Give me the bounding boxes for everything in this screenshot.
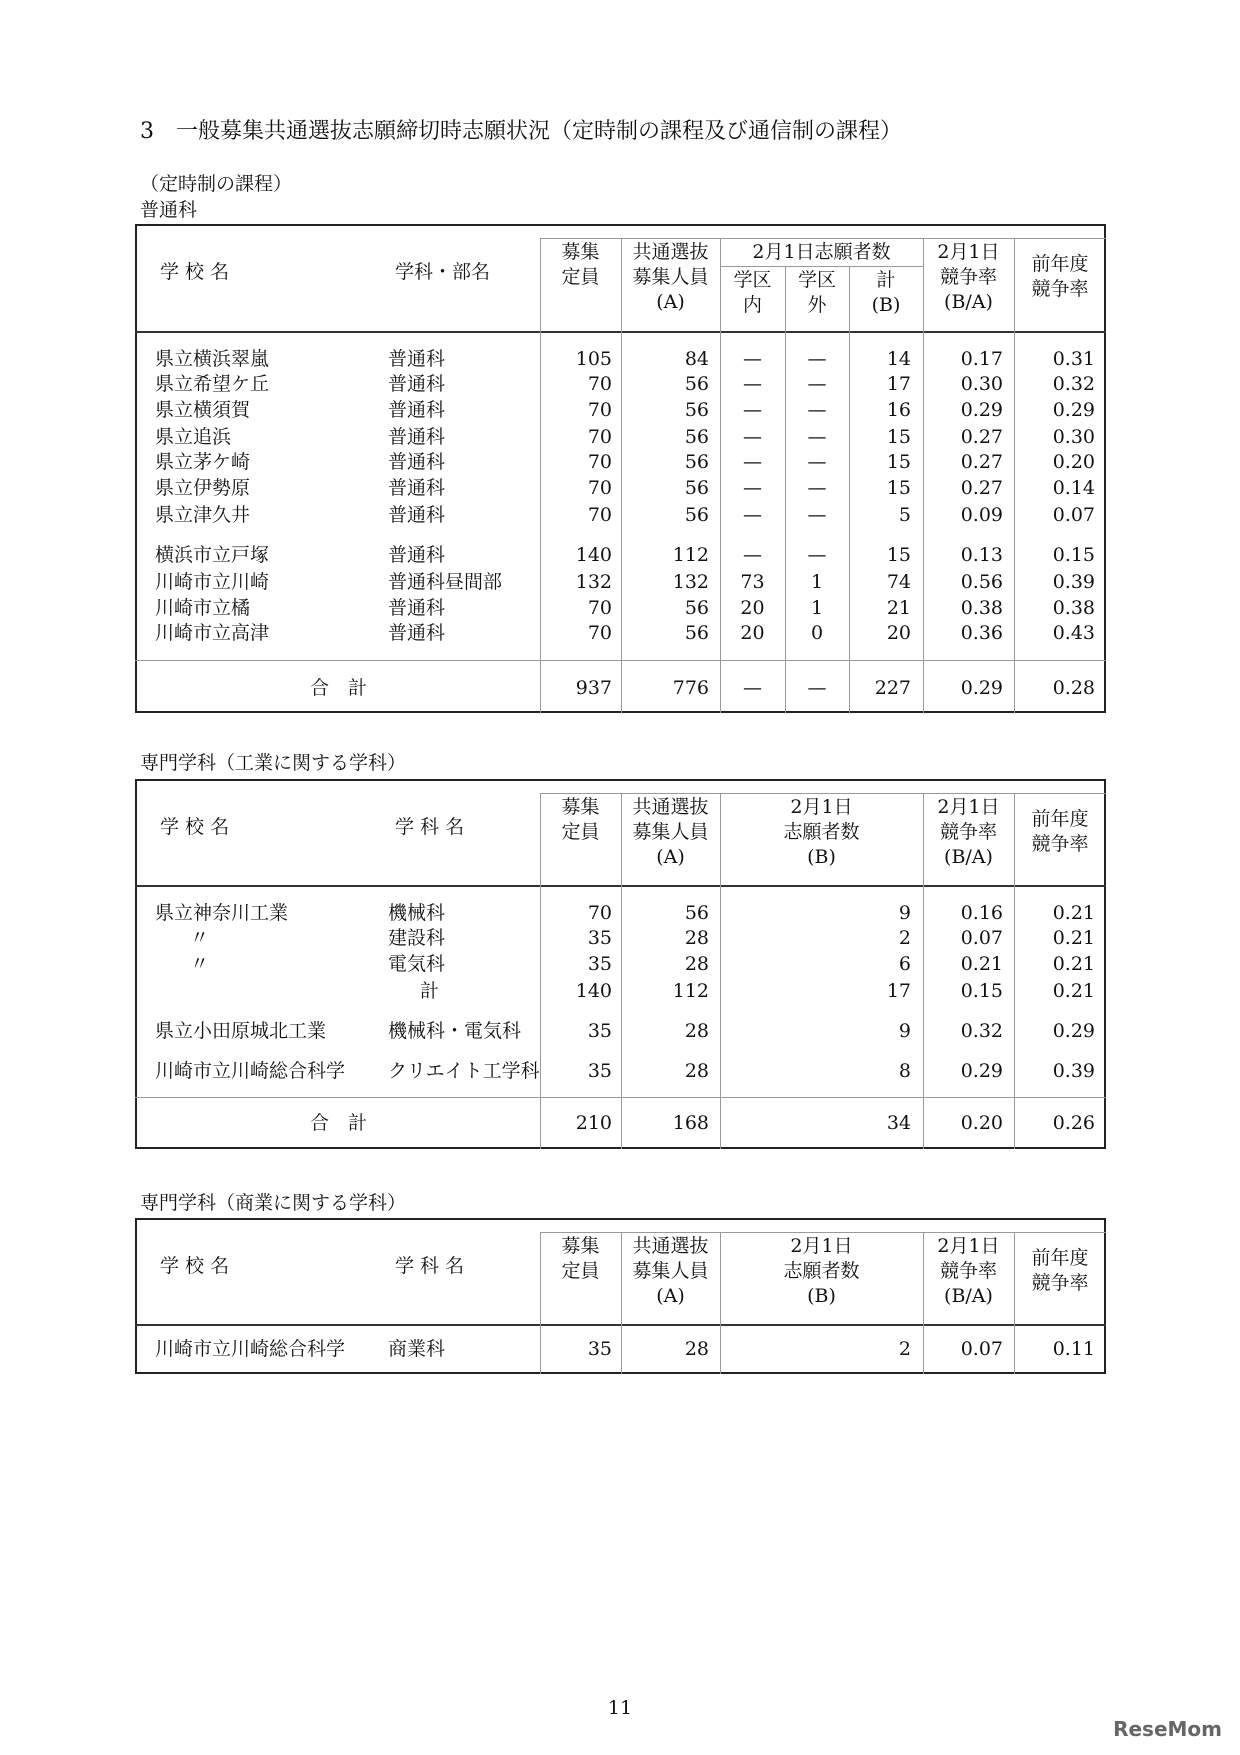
header-top-line	[540, 793, 1106, 794]
table-row-rate: 0.13	[960, 544, 1003, 566]
table-row-dept: 建設科	[388, 927, 446, 949]
table-row-school: 県立横浜翠嵐	[155, 348, 270, 370]
table-row-out: —	[807, 451, 827, 473]
header-common: 共通選抜 募集人員 (A)	[632, 241, 709, 313]
table-row-rate: 0.56	[960, 571, 1003, 593]
table-row-school: 横浜市立戸塚	[155, 544, 270, 566]
table-row-in: —	[743, 426, 762, 448]
table-row-common: 56	[684, 373, 709, 395]
header-top-line	[540, 238, 1106, 239]
table-row-total-b: 16	[886, 399, 911, 421]
header-rate: 2月1日 競争率 (B/A)	[937, 796, 1000, 868]
table-row-rate: 0.38	[960, 597, 1003, 619]
header-rate: 2月1日 競争率 (B/A)	[937, 241, 1000, 313]
section-label: 専門学科（工業に関する学科）	[140, 752, 407, 774]
table-row-applicants-b: 9	[898, 1020, 911, 1042]
header-prev: 前年度 競争率	[1031, 253, 1089, 300]
total-row-capacity: 937	[575, 677, 612, 699]
table-row-dept: 機械科	[388, 902, 446, 924]
table-row-capacity: 35	[587, 927, 612, 949]
table-row-common: 112	[672, 544, 709, 566]
table-row-total-b: 15	[886, 544, 911, 566]
header-prev: 前年度 競争率	[1031, 1247, 1089, 1294]
table-row-common: 56	[684, 597, 709, 619]
table-row-capacity: 70	[587, 477, 612, 499]
table-row-out: 1	[810, 597, 824, 619]
table-row-prev: 0.31	[1052, 348, 1095, 370]
table-row-in: 73	[740, 571, 765, 593]
table-row-dept: 機械科・電気科	[388, 1020, 522, 1042]
table-row-rate: 0.16	[960, 902, 1003, 924]
table-row-prev: 0.30	[1052, 426, 1095, 448]
table-row-total-b: 14	[886, 348, 911, 370]
table-row-rate: 0.36	[960, 622, 1003, 644]
table-row-dept: 普通科	[388, 544, 446, 566]
table-row-applicants-b: 9	[898, 902, 911, 924]
table-row-applicants-b: 2	[898, 927, 911, 949]
table-row-dept: 商業科	[388, 1338, 446, 1360]
table-row-school: 県立小田原城北工業	[155, 1020, 327, 1042]
table-row-common: 56	[684, 477, 709, 499]
column-divider	[540, 238, 541, 713]
table-row-capacity: 70	[587, 399, 612, 421]
table-row-capacity: 140	[575, 544, 612, 566]
table-row-prev: 0.39	[1052, 1060, 1095, 1082]
header-dept: 学 科 名	[395, 816, 465, 838]
table-row-school: 〃	[190, 927, 210, 949]
table-row-dept: 普通科	[388, 348, 446, 370]
header-school: 学 校 名	[160, 816, 230, 838]
table-row-rate: 0.21	[960, 953, 1003, 975]
table-row-prev: 0.21	[1052, 980, 1095, 1002]
table-row-in: —	[743, 544, 762, 566]
table-row-out: —	[807, 477, 827, 499]
course-label: （定時制の課程）	[140, 173, 293, 195]
table-row-school: 川崎市立川崎総合科学	[155, 1338, 346, 1360]
table-row-total-b: 15	[886, 426, 911, 448]
table-row-capacity: 70	[587, 373, 612, 395]
header-out: 学区 外	[797, 269, 836, 316]
table-row-capacity: 70	[587, 597, 612, 619]
table-row-prev: 0.38	[1052, 597, 1095, 619]
header-dept: 学科・部名	[395, 261, 491, 283]
table-row-prev: 0.20	[1052, 451, 1095, 473]
header-top-line	[540, 1232, 1106, 1233]
column-divider	[540, 793, 541, 1149]
header-capacity: 募集 定員	[561, 241, 600, 288]
section-label: 専門学科（商業に関する学科）	[140, 1192, 407, 1214]
table-row-dept: 普通科	[388, 622, 446, 644]
total-row-common: 776	[672, 677, 709, 699]
table-row-out: —	[807, 348, 827, 370]
table-row-dept: 普通科	[388, 399, 446, 421]
header-total: 計 (B)	[871, 269, 901, 316]
table-row-prev: 0.29	[1052, 1020, 1095, 1042]
table-row-out: 0	[810, 622, 824, 644]
table-row-common: 28	[684, 1338, 709, 1360]
page-title: 3 一般募集共通選抜志願締切時志願状況（定時制の課程及び通信制の課程）	[140, 119, 902, 144]
table-row-total-b: 5	[898, 504, 911, 526]
table-row-capacity: 35	[587, 953, 612, 975]
table-row-rate: 0.09	[960, 504, 1003, 526]
total-row-prev: 0.28	[1052, 677, 1095, 699]
header-applicants: 2月1日志願者数	[752, 241, 891, 263]
table-row-common: 84	[684, 348, 709, 370]
table-row-rate: 0.29	[960, 399, 1003, 421]
resemom-logo: ReseMom	[1113, 1717, 1222, 1741]
table-row-applicants-b: 17	[886, 980, 911, 1002]
table-row-total-b: 15	[886, 451, 911, 473]
table-row-applicants-b: 6	[898, 953, 911, 975]
table-row-in: —	[743, 451, 762, 473]
table-row-school: 県立横須賀	[155, 399, 251, 421]
table-row-dept: 計	[420, 980, 440, 1002]
table-row-total-b: 17	[886, 373, 911, 395]
column-divider	[1014, 238, 1015, 713]
header-rate: 2月1日 競争率 (B/A)	[937, 1235, 1000, 1307]
total-row-school: 合 計	[310, 677, 368, 699]
table-row-common: 56	[684, 451, 709, 473]
table-row-in: —	[743, 373, 762, 395]
table-row-common: 28	[684, 1060, 709, 1082]
table-row-common: 132	[672, 571, 709, 593]
total-row-out: —	[807, 677, 827, 699]
table-row-school: 県立追浜	[155, 426, 232, 448]
table-row-common: 56	[684, 426, 709, 448]
table-row-school: 川崎市立川崎	[155, 571, 270, 593]
header-prev: 前年度 競争率	[1031, 808, 1089, 855]
table-row-dept: クリエイト工学科	[388, 1060, 540, 1082]
table-row-dept: 普通科昼間部	[388, 571, 503, 593]
table-row-out: —	[807, 373, 827, 395]
table-row-rate: 0.17	[960, 348, 1003, 370]
table-row-in: 20	[740, 622, 765, 644]
table-row-total-b: 20	[886, 622, 911, 644]
table-row-capacity: 70	[587, 622, 612, 644]
table-row-total-b: 15	[886, 477, 911, 499]
total-row-common: 168	[672, 1112, 709, 1134]
subheader-line	[720, 266, 923, 267]
table-row-total-b: 74	[886, 571, 911, 593]
table-row-rate: 0.15	[960, 980, 1003, 1002]
table-row-out: —	[807, 544, 827, 566]
table-row-capacity: 70	[587, 902, 612, 924]
table-row-school: 県立茅ケ崎	[155, 451, 251, 473]
page-number: 11	[607, 1697, 633, 1719]
table-row-capacity: 132	[575, 571, 612, 593]
table-row-rate: 0.27	[960, 477, 1003, 499]
header-school: 学 校 名	[160, 1255, 230, 1277]
total-row-rate: 0.29	[960, 677, 1003, 699]
total-row-applicants-b: 34	[886, 1112, 911, 1134]
table-row-total-b: 21	[886, 597, 911, 619]
table-row-prev: 0.39	[1052, 571, 1095, 593]
table-row-common: 112	[672, 980, 709, 1002]
table-row-prev: 0.14	[1052, 477, 1095, 499]
table-row-prev: 0.11	[1052, 1338, 1095, 1360]
table-row-rate: 0.29	[960, 1060, 1003, 1082]
header-applicants: 2月1日 志願者数 (B)	[783, 1235, 860, 1307]
table-row-dept: 普通科	[388, 477, 446, 499]
table-row-applicants-b: 8	[898, 1060, 911, 1082]
table-row-school: 川崎市立川崎総合科学	[155, 1060, 346, 1082]
table-row-in: —	[743, 477, 762, 499]
table-row-prev: 0.32	[1052, 373, 1095, 395]
table-row-out: 1	[810, 571, 824, 593]
header-common: 共通選抜 募集人員 (A)	[632, 1235, 709, 1307]
table-row-in: —	[743, 504, 762, 526]
table-row-prev: 0.29	[1052, 399, 1095, 421]
header-school: 学 校 名	[160, 261, 230, 283]
total-row-capacity: 210	[575, 1112, 612, 1134]
table-row-capacity: 35	[587, 1060, 612, 1082]
table-row-common: 28	[684, 1020, 709, 1042]
table-row-rate: 0.27	[960, 451, 1003, 473]
table-row-prev: 0.15	[1052, 544, 1095, 566]
table-row-in: —	[743, 348, 762, 370]
table-row-school: 県立伊勢原	[155, 477, 251, 499]
table-row-in: —	[743, 399, 762, 421]
table-row-prev: 0.21	[1052, 902, 1095, 924]
table-row-prev: 0.07	[1052, 504, 1095, 526]
table-row-rate: 0.07	[960, 1338, 1003, 1360]
table-row-prev: 0.21	[1052, 927, 1095, 949]
table-row-dept: 普通科	[388, 597, 446, 619]
header-dept: 学 科 名	[395, 1255, 465, 1277]
table-row-school: 〃	[190, 953, 210, 975]
table-row-rate: 0.30	[960, 373, 1003, 395]
table-row-rate: 0.07	[960, 927, 1003, 949]
table-row-common: 56	[684, 504, 709, 526]
table-row-dept: 電気科	[388, 953, 446, 975]
table-row-out: —	[807, 399, 827, 421]
table-row-prev: 0.43	[1052, 622, 1095, 644]
table-row-capacity: 105	[575, 348, 612, 370]
table-row-common: 28	[684, 953, 709, 975]
total-row-prev: 0.26	[1052, 1112, 1095, 1134]
section-label: 普通科	[140, 199, 198, 221]
header-common: 共通選抜 募集人員 (A)	[632, 796, 709, 868]
table-row-capacity: 35	[587, 1020, 612, 1042]
table-row-out: —	[807, 426, 827, 448]
table-row-school: 県立津久井	[155, 504, 251, 526]
total-row-in: —	[743, 677, 762, 699]
table-row-capacity: 70	[587, 426, 612, 448]
table-row-capacity: 35	[587, 1338, 612, 1360]
total-row-school: 合 計	[310, 1112, 368, 1134]
table-row-capacity: 70	[587, 504, 612, 526]
table-row-dept: 普通科	[388, 451, 446, 473]
total-row-rate: 0.20	[960, 1112, 1003, 1134]
table-row-common: 56	[684, 399, 709, 421]
table-row-out: —	[807, 504, 827, 526]
header-in: 学区 内	[733, 269, 772, 316]
table-row-dept: 普通科	[388, 426, 446, 448]
header-applicants: 2月1日 志願者数 (B)	[783, 796, 860, 868]
table-row-school: 県立神奈川工業	[155, 902, 289, 924]
header-capacity: 募集 定員	[561, 796, 600, 843]
table-row-common: 56	[684, 622, 709, 644]
table-row-school: 県立希望ケ丘	[155, 373, 270, 395]
table-row-capacity: 140	[575, 980, 612, 1002]
table-row-rate: 0.27	[960, 426, 1003, 448]
table-row-in: 20	[740, 597, 765, 619]
table-row-dept: 普通科	[388, 373, 446, 395]
table-row-prev: 0.21	[1052, 953, 1095, 975]
table-row-common: 56	[684, 902, 709, 924]
header-capacity: 募集 定員	[561, 1235, 600, 1282]
table-row-common: 28	[684, 927, 709, 949]
column-divider	[849, 266, 850, 713]
table-row-dept: 普通科	[388, 504, 446, 526]
table-row-capacity: 70	[587, 451, 612, 473]
table-row-applicants-b: 2	[898, 1338, 911, 1360]
table-row-rate: 0.32	[960, 1020, 1003, 1042]
table-row-school: 川崎市立高津	[155, 622, 270, 644]
total-row-total-b: 227	[874, 677, 911, 699]
table-row-school: 川崎市立橘	[155, 597, 251, 619]
